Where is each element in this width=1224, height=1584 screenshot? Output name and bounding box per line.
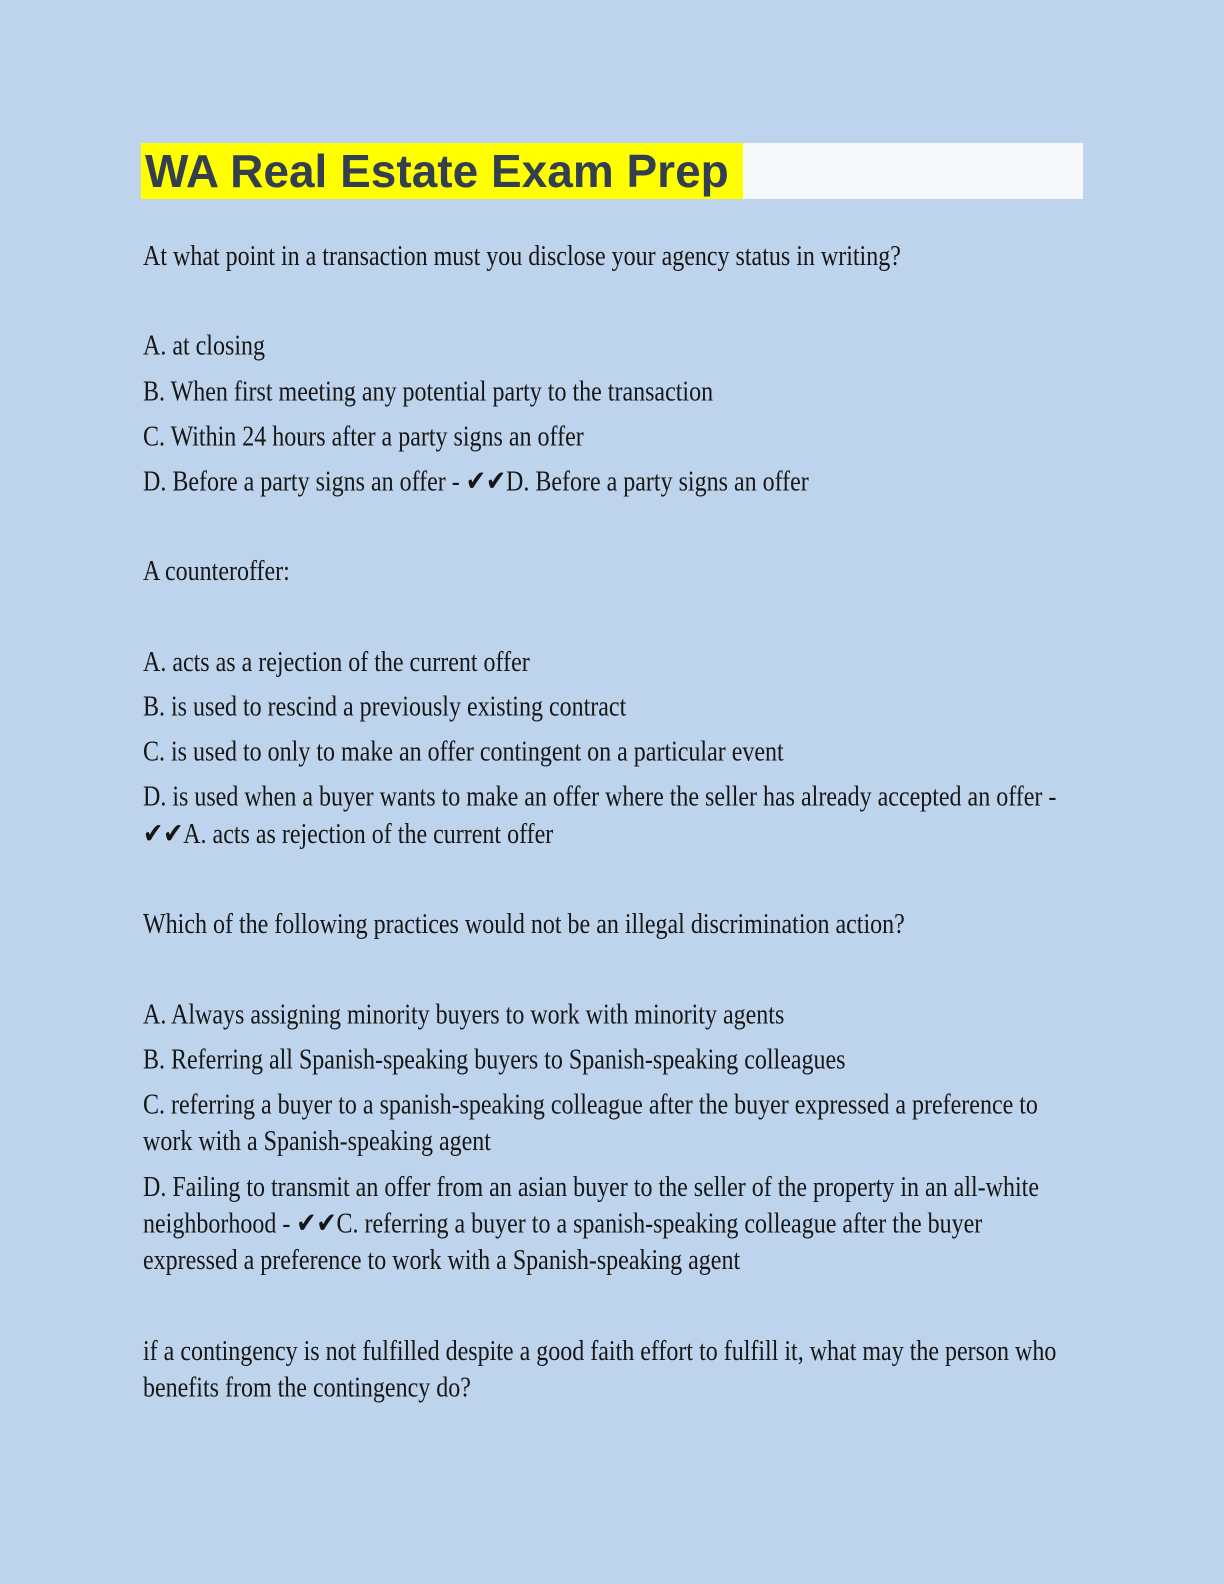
answer-option: A. acts as a rejection of the current offer: [143, 647, 530, 678]
answer-option: B. When first meeting any potential party to the transaction: [143, 376, 714, 408]
answer-option: D. is used when a buyer wants to make an offer where the seller has already accepted an offer - ✔✔A. acts as rejection of the current offer: [143, 782, 1057, 851]
question-text: Which of the following practices would not be an illegal discrimination action?: [143, 909, 905, 941]
question-text: if a contingency is not fulfilled despite a good faith effort to fulfill it, what may the person who benefits from the contingency do?: [143, 1336, 1057, 1404]
question-text: At what point in a transaction must you disclose your agency status in writing?: [143, 241, 901, 273]
answer-option: C. Within 24 hours after a party signs an offer: [143, 421, 584, 453]
paragraph-spacer: [143, 1289, 1079, 1326]
paragraph-spacer: [143, 952, 1079, 989]
document-content: [143, 239, 1079, 1416]
paragraph-spacer: [143, 600, 1079, 637]
title-band: [141, 143, 1083, 199]
answer-option: B. is used to rescind a previously existing contract: [143, 692, 627, 723]
answer-option: C. is used to only to make an offer contingent on a particular event: [143, 737, 784, 768]
paragraph-spacer: [143, 862, 1079, 899]
question-text: A counteroffer:: [143, 556, 290, 588]
answer-option: A. Always assigning minority buyers to work with minority agents: [143, 999, 785, 1031]
answer-option: B. Referring all Spanish-speaking buyers to Spanish-speaking colleagues: [143, 1044, 846, 1076]
paragraph-spacer: [143, 284, 1079, 321]
page-title: WA Real Estate Exam Prep: [141, 143, 743, 199]
answer-option: D. Before a party signs an offer - ✔✔D. Before a party signs an offer: [143, 466, 809, 498]
answer-option: C. referring a buyer to a spanish-speaking colleague after the buyer expressed a preference to work with a Spanish-speaking agent: [143, 1089, 1038, 1158]
paragraph-spacer: [143, 509, 1079, 546]
answer-option: A. at closing: [143, 331, 265, 363]
answer-option: D. Failing to transmit an offer from an asian buyer to the seller of the property in an all-white neighborhood - ✔✔C. referring a buyer to a spanish-speaking colleague after the buyer expressed a preference to work with a Spanish-speaking agent: [143, 1171, 1039, 1277]
